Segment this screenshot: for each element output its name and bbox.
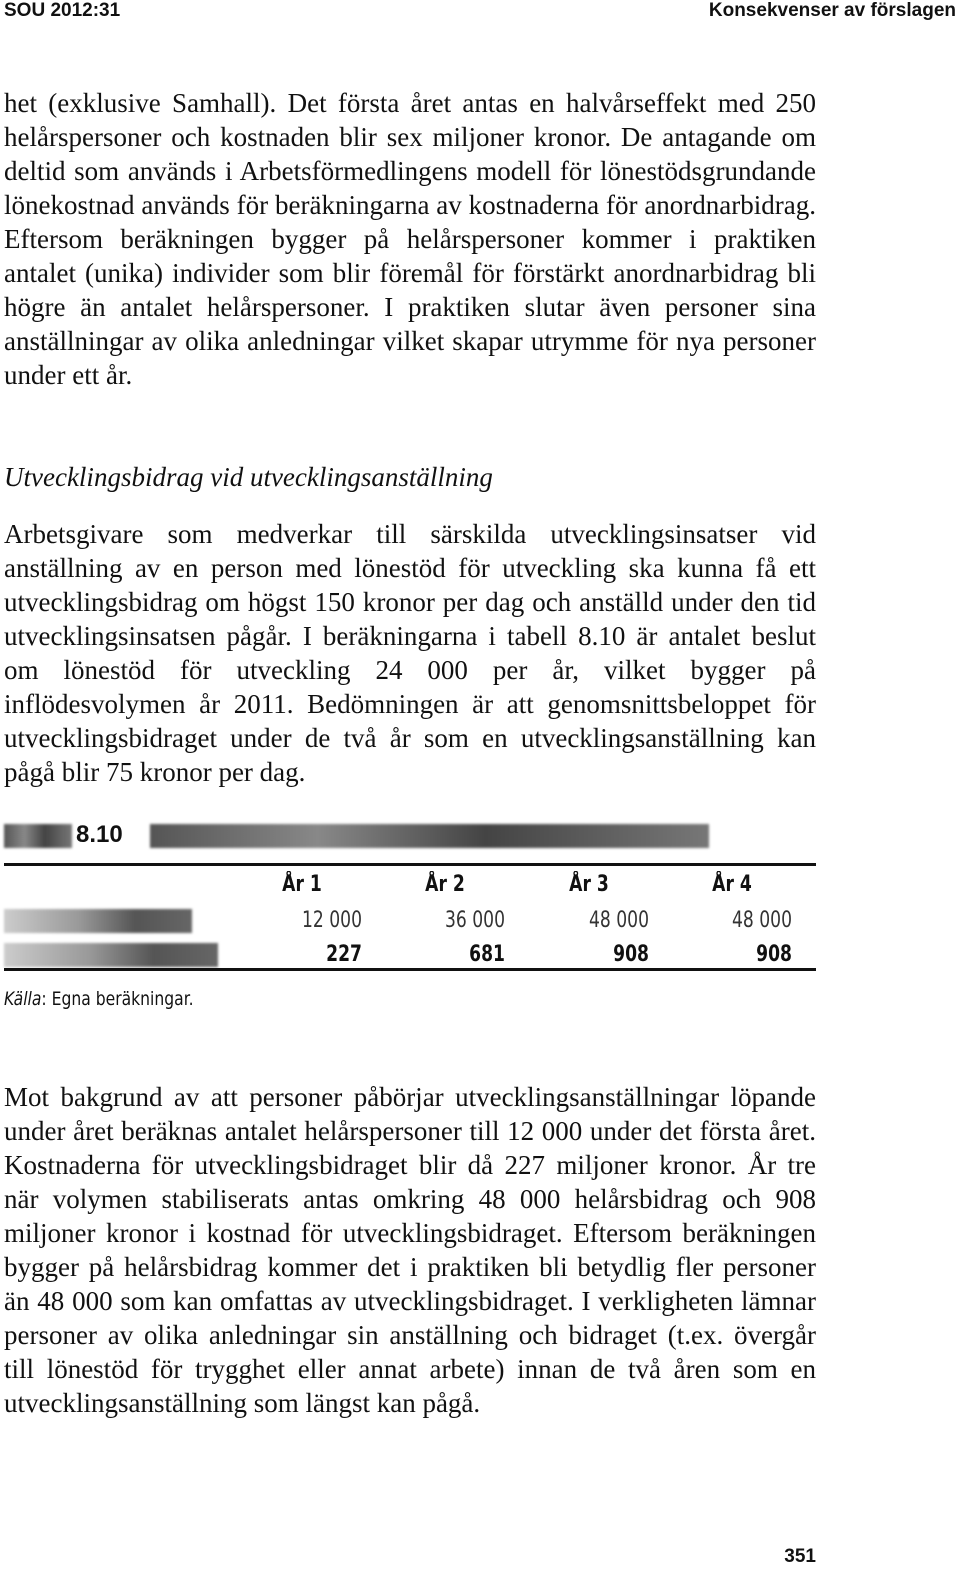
source-label: Källa	[4, 988, 42, 1010]
table-top-rule	[4, 863, 816, 866]
document-reference: SOU 2012:31	[4, 0, 121, 21]
body-paragraph-1: het (exklusive Samhall). Det första året antas en halvårseffekt med 250 helårspersoner och kostnaden blir sex miljoner kronor. De antagande om deltid som används i Arbetsförmedlingens modell för lönestödsgrundande lönekostnad används för beräkningarna av kostnaderna för anordnarbidrag. Eftersom beräkningen bygger på helårspersoner kommer i praktiken antalet (unika) individer som blir föremål för förstärkt anordnarbidrag bli högre än antalet helårspersoner. I praktiken slutar även personer sina anställningar av olika anledningar vilket skapar utrymme för nya personer under ett år.	[4, 88, 816, 390]
table-row	[4, 904, 816, 938]
page-header	[0, 0, 960, 26]
chapter-title: Konsekvenser av förslagen	[708, 0, 956, 21]
table-cell: 48 000	[588, 908, 649, 933]
table-cell: 36 000	[444, 908, 505, 933]
table-number: 8.10	[76, 821, 123, 848]
source-text: : Egna beräkningar.	[41, 988, 194, 1010]
row-label-redacted	[4, 943, 218, 967]
column-header: År 1	[282, 872, 322, 897]
table-title-redacted	[150, 824, 709, 848]
body-paragraph-3: Mot bakgrund av att personer påbörjar utvecklingsanställningar löpande under året beräknas antalet helårspersoner till 12 000 under det första året. Kostnaderna för utvecklingsbidraget blir då 227 miljoner kronor. År tre när volymen stabiliserats antas omkring 48 000 helårsbidrag och 908 miljoner kronor i kostnad för utvecklingsbidraget. Eftersom beräkningen bygger på helårsbidrag kommer det i praktiken bli betydlig fler personer än 48 000 som kan omfattas av utvecklingsbidraget. I verkligheten lämnar personer av olika anledningar sin anställning och bidraget (t.ex. övergår till lönestöd för trygghet eller annat arbete) innan de två åren som en utvecklingsanställning som längst kan pågå.	[4, 1082, 816, 1418]
table-label-redacted	[4, 824, 72, 848]
row-label-redacted	[4, 909, 192, 933]
table-cell: 227	[326, 942, 362, 967]
page-number: 351	[784, 1546, 816, 1567]
table-cell: 908	[756, 942, 792, 967]
column-header: År 4	[712, 872, 752, 897]
column-header: År 3	[569, 872, 609, 897]
column-header: År 2	[425, 872, 465, 897]
table-row	[4, 938, 816, 972]
table-cell: 48 000	[731, 908, 792, 933]
table-source	[4, 986, 194, 1012]
table-cell: 908	[613, 942, 649, 967]
section-heading: Utvecklingsbidrag vid utvecklingsanställning	[4, 462, 493, 492]
body-paragraph-2: Arbetsgivare som medverkar till särskilda utvecklingsinsatser vid anställning av en person med lönestöd för utveckling ska kunna få ett utvecklingsbidrag om högst 150 kronor per dag och anställd under den tid utvecklingsinsatsen pågår. I beräkningarna i tabell 8.10 är antalet beslut om lönestöd för utveckling 24 000 per år, vilket bygger på inflödesvolymen år 2011. Bedömningen är att genomsnittsbeloppet för utvecklingsbidraget under de två år som en utvecklingsanställning kan pågå blir 75 kronor per dag.	[4, 519, 816, 787]
table-bottom-rule	[4, 968, 816, 971]
table-cell: 12 000	[301, 908, 362, 933]
table-cell: 681	[469, 942, 505, 967]
table-header-row	[4, 868, 816, 902]
table-caption	[4, 820, 709, 850]
